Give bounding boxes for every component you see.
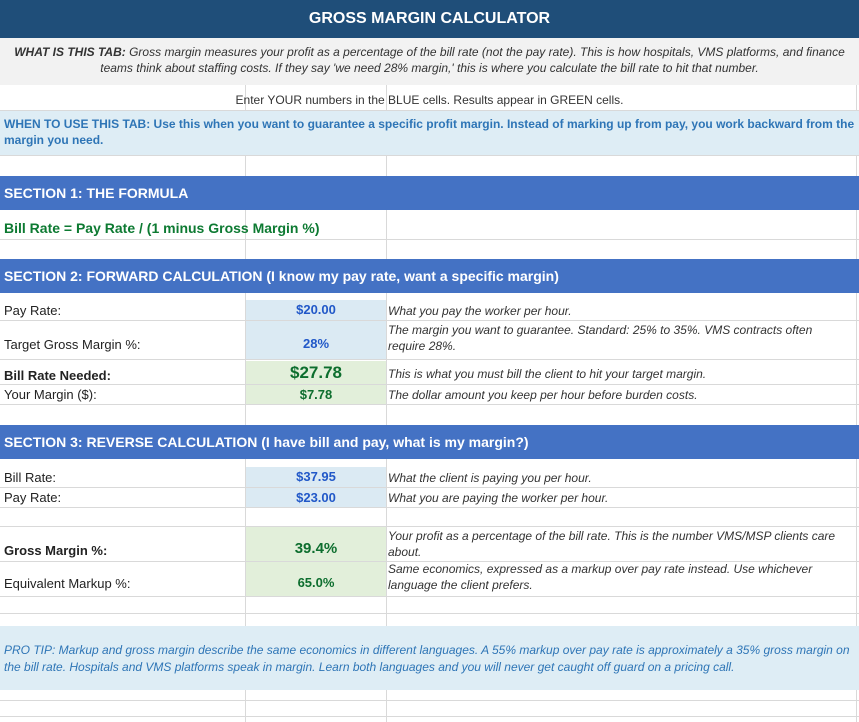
target-margin-label: Target Gross Margin %: [4, 337, 141, 352]
your-margin-output: $7.78 [246, 385, 386, 404]
gross-margin-label: Gross Margin %: [4, 543, 108, 558]
row-divider [0, 320, 859, 321]
what-is-text: Gross margin measures your profit as a percentage of the bill rate (not the pay rate). This is how hospitals, VMS platforms, and finance teams think about staffing costs. If they say 'we need 28% margin,' this is where you calculate the bill rate to hit that number. [100, 45, 845, 75]
row-divider [0, 155, 859, 156]
bill-rate-note: What the client is paying you per hour. [388, 471, 592, 485]
equivalent-markup-label: Equivalent Markup %: [4, 576, 131, 591]
row-divider [0, 359, 859, 360]
row-divider [0, 404, 859, 405]
pay-rate-note-2: What you are paying the worker per hour. [388, 491, 609, 505]
your-margin-note: The dollar amount you keep per hour before burden costs. [388, 388, 698, 402]
formula-text: Bill Rate = Pay Rate / (1 minus Gross Margin %) [4, 220, 320, 236]
section3-header: SECTION 3: REVERSE CALCULATION (I have bill and pay, what is my margin?) [0, 425, 859, 459]
row-divider [0, 716, 859, 717]
target-margin-input[interactable]: 28% [246, 321, 386, 359]
row-divider [0, 613, 859, 614]
pay-rate-label-2: Pay Rate: [4, 490, 62, 505]
bill-rate-label: Bill Rate: [4, 470, 57, 485]
what-is-label: WHAT IS THIS TAB: [14, 45, 126, 59]
gross-margin-output: 39.4% [246, 527, 386, 561]
pay-rate-note: What you pay the worker per hour. [388, 304, 572, 318]
equivalent-markup-note: Same economics, expressed as a markup over pay rate instead. Use whichever language the client prefers. [388, 562, 813, 592]
instructions-text: Enter YOUR numbers in the BLUE cells. Results appear in GREEN cells. [235, 93, 624, 107]
row-divider [0, 239, 859, 240]
row-divider [0, 700, 859, 701]
row-divider [0, 507, 859, 508]
your-margin-label: Your Margin ($): [4, 387, 97, 402]
section1-header: SECTION 1: THE FORMULA [0, 176, 859, 210]
gross-margin-note: Your profit as a percentage of the bill rate. This is the number VMS/MSP clients care about. [388, 529, 836, 559]
row-divider [0, 384, 859, 385]
row-divider [0, 596, 859, 597]
what-is-this-tab [0, 38, 859, 85]
pay-rate-input[interactable]: $20.00 [246, 300, 386, 320]
page-title: GROSS MARGIN CALCULATOR [0, 0, 859, 38]
bill-rate-needed-note: This is what you must bill the client to hit your target margin. [388, 367, 707, 381]
pay-rate-label: Pay Rate: [4, 303, 62, 318]
pro-tip: PRO TIP: Markup and gross margin describe the same economics in different languages. A 55% markup over pay rate is approximately a 35% gross margin on the bill rate. Hospitals and VMS platforms speak in margin. Learn both languages and you will never get caught off guard on a pricing call. [0, 626, 859, 690]
bill-rate-needed-output: $27.78 [246, 361, 386, 384]
row-divider [0, 487, 859, 488]
bill-rate-input[interactable]: $37.95 [246, 467, 386, 487]
section2-header: SECTION 2: FORWARD CALCULATION (I know my pay rate, want a specific margin) [0, 259, 859, 293]
when-to-use-text: WHEN TO USE THIS TAB: Use this when you want to guarantee a specific profit margin. Instead of marking up from pay, you work backward from the margin you need. [0, 111, 859, 155]
pay-rate-input-2[interactable]: $23.00 [246, 488, 386, 507]
equivalent-markup-output: 65.0% [246, 562, 386, 596]
target-margin-note: The margin you want to guarantee. Standard: 25% to 35%. VMS contracts often require 28%. [388, 323, 813, 353]
bill-rate-needed-label: Bill Rate Needed: [4, 368, 111, 383]
row-divider [0, 526, 859, 527]
